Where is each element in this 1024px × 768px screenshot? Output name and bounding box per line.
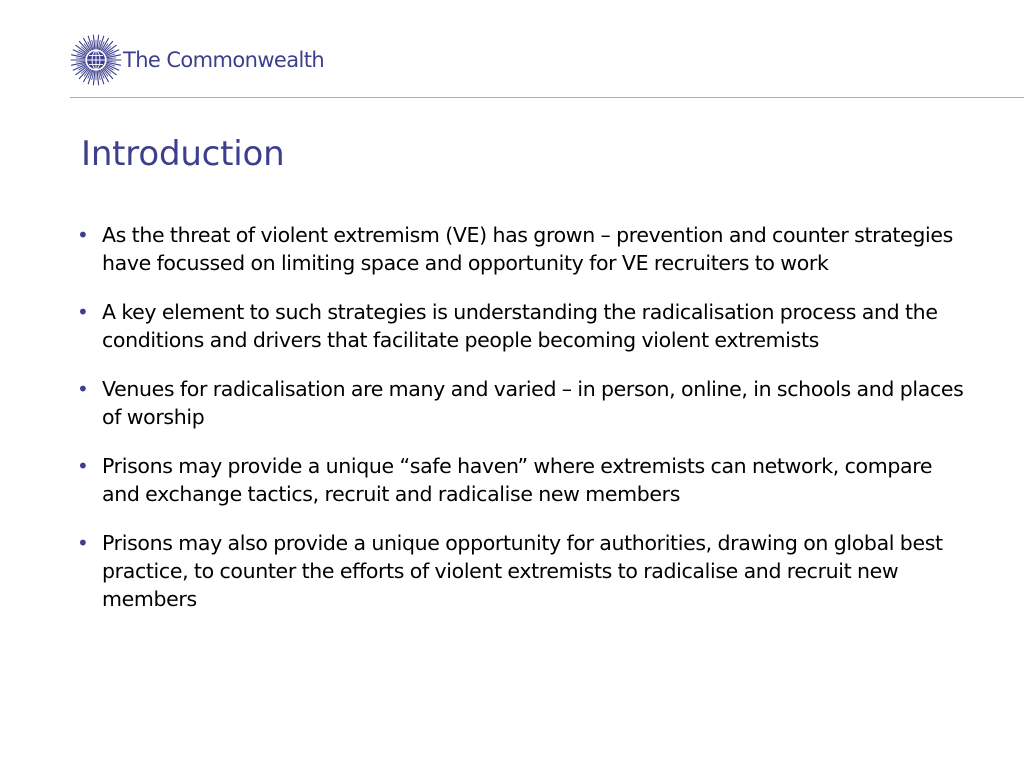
emblem-ray — [79, 41, 88, 51]
commonwealth-logo — [70, 34, 324, 86]
bullet-item — [0, 529, 1024, 613]
organisation-name: The Commonwealth — [123, 48, 325, 72]
emblem-ray — [76, 58, 85, 59]
bullet-marker: • — [77, 300, 89, 324]
bullet-text: Prisons may also provide a unique opportunity for authorities, drawing on global best practice, to counter the efforts of violent extremists to radicalise and recruit new members — [102, 531, 943, 611]
bullet-item — [0, 221, 1024, 277]
emblem-ray — [107, 61, 116, 62]
slide-title: Introduction — [81, 134, 285, 174]
bullet-item — [0, 452, 1024, 508]
emblem-ray — [103, 41, 112, 51]
bullet-marker: • — [77, 531, 89, 555]
bullet-marker: • — [77, 223, 89, 247]
bullet-marker: • — [77, 454, 89, 478]
bullet-text: Prisons may provide a unique “safe haven” where extremists can network, compare and exchange tactics, recruit and radicalise new members — [102, 454, 933, 506]
emblem-ray — [103, 68, 112, 78]
emblem-ray — [79, 68, 88, 78]
bullet-text: As the threat of violent extremism (VE) has grown – prevention and counter strategies have focussed on limiting space and opportunity for VE recruiters to work — [102, 223, 953, 275]
bullet-text: A key element to such strategies is understanding the radicalisation process and the conditions and drivers that facilitate people becoming violent extremists — [102, 300, 938, 352]
emblem-ray — [76, 61, 85, 62]
header-divider — [70, 97, 1024, 98]
emblem-ray — [107, 58, 116, 59]
bullet-item — [0, 298, 1024, 354]
bullet-list — [0, 221, 1024, 634]
bullet-marker: • — [77, 377, 89, 401]
bullet-text: Venues for radicalisation are many and varied – in person, online, in schools and places of worship — [102, 377, 964, 429]
bullet-item — [0, 375, 1024, 431]
commonwealth-globe-emblem-icon — [70, 34, 122, 86]
